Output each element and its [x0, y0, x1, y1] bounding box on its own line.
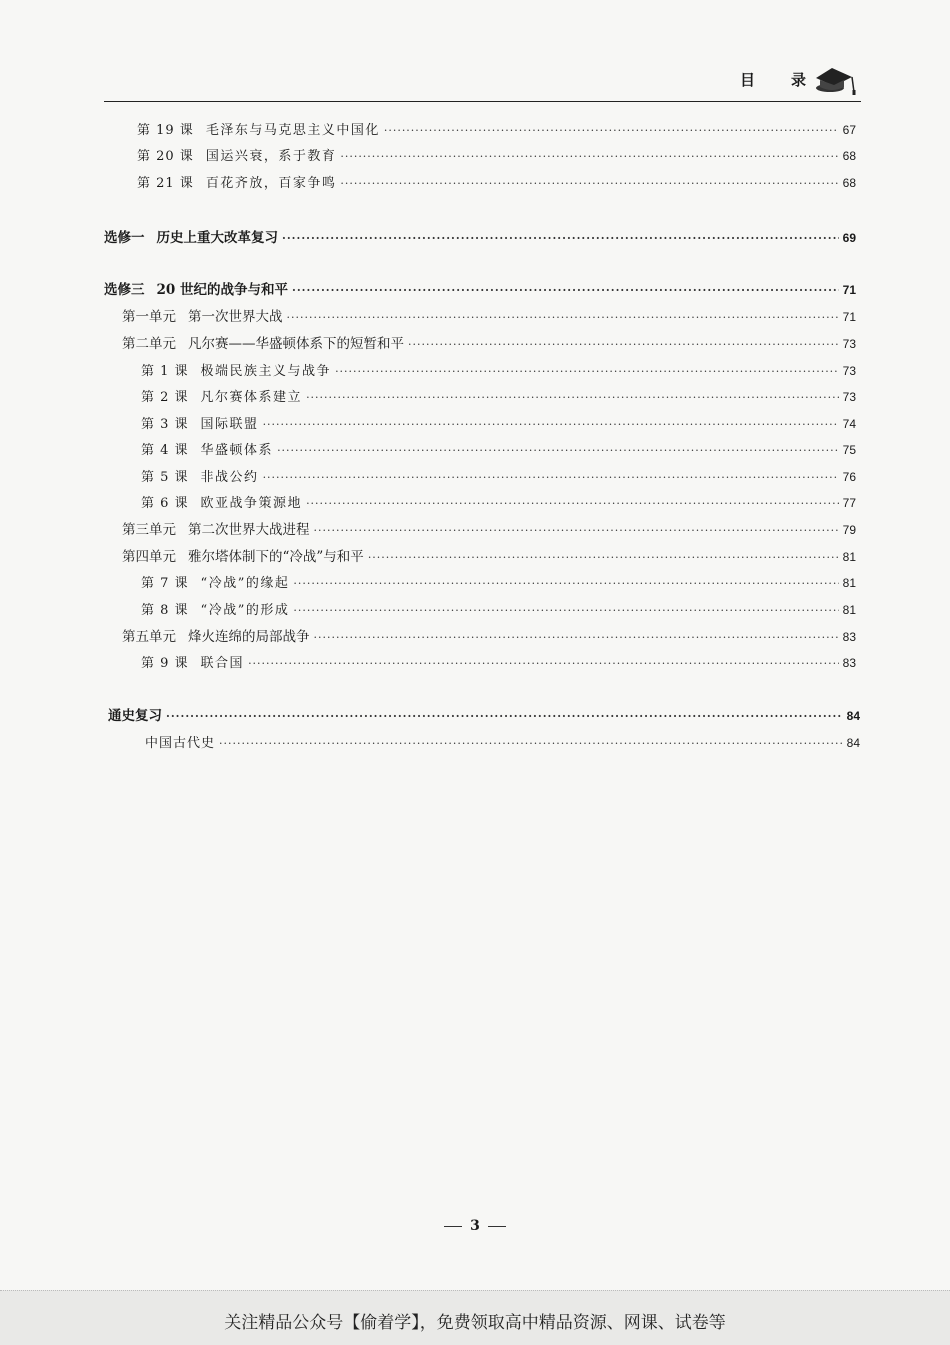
toc-leader-dots: [314, 628, 839, 648]
toc-entry[interactable]: [122, 627, 856, 647]
toc-leader-dots: [368, 548, 839, 568]
toc-entry-label: 第一单元: [122, 309, 176, 325]
toc-entry-page: 81: [842, 603, 856, 617]
toc-entry[interactable]: [141, 573, 856, 593]
toc-leader-dots: [263, 468, 839, 488]
toc-entry-page: 73: [842, 337, 856, 351]
header-char-2: 录: [791, 71, 809, 89]
toc-entry-title: 20 世纪的战争与和平: [156, 282, 288, 298]
toc-entry-page: 68: [842, 149, 856, 163]
toc-entry-page: 76: [842, 470, 856, 484]
toc-entry-page: 81: [842, 550, 856, 564]
toc-leader-dots: [340, 174, 838, 194]
toc-entry[interactable]: [122, 520, 856, 540]
toc-leader-dots: [384, 121, 839, 141]
toc-entry[interactable]: [145, 733, 860, 753]
toc-entry-title: 第一次世界大战: [188, 309, 283, 325]
toc-entry-title: 极端民族主义与战争: [200, 364, 332, 379]
toc-entry[interactable]: [141, 414, 856, 434]
toc-leader-dots: [263, 415, 839, 435]
toc-entry-page: 83: [842, 630, 856, 644]
toc-entry-title: 国运兴衰，系于教育: [205, 149, 337, 164]
toc-leader-dots: [314, 521, 839, 541]
promo-banner-text: 关注精品公众号【偷着学】，免费领取高中精品资源、网课、试卷等: [224, 1313, 726, 1333]
toc-entry-label: 第 3 课: [141, 417, 189, 432]
toc-entry-title: 联合国: [200, 656, 245, 671]
toc-entry-page: 69: [842, 231, 856, 245]
header-rule: [104, 101, 861, 102]
toc-entry-label: 第四单元: [122, 549, 176, 565]
toc-entry-label: 第 2 课: [141, 390, 189, 405]
toc-entry-title: 百花齐放，百家争鸣: [205, 176, 337, 191]
toc-entry-page: 71: [842, 310, 856, 324]
graduation-cap-icon: [808, 62, 860, 96]
toc-entry-label: 通史复习: [108, 708, 162, 724]
toc-leader-dots: [340, 147, 838, 167]
toc-entry[interactable]: [141, 493, 856, 513]
toc-entry-label: 第 21 课: [137, 176, 194, 191]
toc-entry-page: 84: [846, 736, 860, 750]
toc-entry-page: 73: [842, 364, 856, 378]
toc-entry[interactable]: [137, 146, 856, 166]
toc-entry-page: 79: [842, 523, 856, 537]
toc-leader-dots: [287, 308, 839, 328]
toc-leader-dots: [292, 281, 839, 301]
toc-entry-label: 第 20 课: [137, 149, 194, 164]
toc-leader-dots: [335, 362, 839, 382]
toc-leader-dots: [306, 494, 839, 514]
toc-entry-label: 第 6 课: [141, 496, 189, 511]
toc-entry-label: 第 5 课: [141, 470, 189, 485]
toc-entry-page: 74: [842, 417, 856, 431]
toc-entry-page: 83: [842, 656, 856, 670]
toc-entry-title: “冷战”的缘起: [200, 576, 290, 591]
toc-entry-page: 75: [842, 443, 856, 457]
toc-leader-dots: [293, 574, 838, 594]
toc-entry[interactable]: [137, 120, 856, 140]
toc-leader-dots: [219, 734, 843, 754]
toc-entry[interactable]: [108, 706, 860, 726]
toc-entry[interactable]: [104, 280, 856, 300]
toc-leader-dots: [277, 441, 839, 461]
toc-entry-label: 第 7 课: [141, 576, 189, 591]
toc-entry[interactable]: [122, 334, 856, 354]
toc-leader-dots: [408, 335, 839, 355]
toc-entry-label: 第三单元: [122, 522, 176, 538]
toc-entry-title: 烽火连绵的局部战争: [188, 629, 310, 645]
page-number: [0, 1218, 950, 1234]
toc-entry-title: 毛泽东与马克思主义中国化: [205, 123, 380, 138]
toc-entry[interactable]: [141, 361, 856, 381]
toc-entry[interactable]: [104, 228, 856, 248]
toc-entry-label: 第 9 课: [141, 656, 189, 671]
toc-leader-dots: [282, 229, 839, 249]
page-header-title: [740, 69, 808, 90]
toc-entry[interactable]: [141, 467, 856, 487]
toc-entry[interactable]: [122, 307, 856, 327]
toc-entry-title: 华盛顿体系: [200, 443, 274, 458]
toc-entry-page: 81: [842, 576, 856, 590]
page-number-value: 3: [470, 1218, 480, 1234]
toc-entry-label: 第 4 课: [141, 443, 189, 458]
toc-entry-title: 凡尔赛——华盛顿体系下的短暂和平: [188, 336, 404, 352]
toc-entry-page: 68: [842, 176, 856, 190]
toc-entry-page: 71: [842, 283, 856, 297]
toc-entry-title: 第二次世界大战进程: [188, 522, 310, 538]
toc-entry-page: 73: [842, 390, 856, 404]
toc-leader-dots: [166, 707, 843, 727]
toc-entry-page: 84: [846, 709, 860, 723]
toc-entry-title: 凡尔赛体系建立: [200, 390, 303, 405]
toc-entry[interactable]: [141, 440, 856, 460]
toc-entry-label: 第 1 课: [141, 364, 189, 379]
toc-entry[interactable]: [141, 653, 856, 673]
toc-entry-label: 中国古代史: [145, 736, 216, 751]
toc-entry[interactable]: [141, 600, 856, 620]
toc-entry-title: 欧亚战争策源地: [200, 496, 303, 511]
toc-entry[interactable]: [141, 387, 856, 407]
toc-entry[interactable]: [137, 173, 856, 193]
toc-entry-title: 国际联盟: [200, 417, 259, 432]
toc-entry-label: 第 19 课: [137, 123, 194, 138]
toc-leader-dots: [306, 388, 839, 408]
toc-leader-dots: [293, 601, 838, 621]
toc-entry-title: 非战公约: [200, 470, 259, 485]
toc-leader-dots: [248, 654, 839, 674]
toc-entry-label: 选修一: [104, 230, 145, 246]
toc-entry-title: 雅尔塔体制下的“冷战”与和平: [188, 549, 364, 565]
toc-entry-title: “冷战”的形成: [200, 603, 290, 618]
toc-entry-title: 历史上重大改革复习: [156, 230, 278, 246]
toc-entry[interactable]: [122, 547, 856, 567]
header-char-1: 目: [740, 71, 758, 89]
toc-entry-page: 67: [842, 123, 856, 137]
toc-entry-page: 77: [842, 496, 856, 510]
toc-entry-label: 第二单元: [122, 336, 176, 352]
toc-entry-label: 选修三: [104, 282, 145, 298]
toc-entry-label: 第五单元: [122, 629, 176, 645]
toc-entry-label: 第 8 课: [141, 603, 189, 618]
